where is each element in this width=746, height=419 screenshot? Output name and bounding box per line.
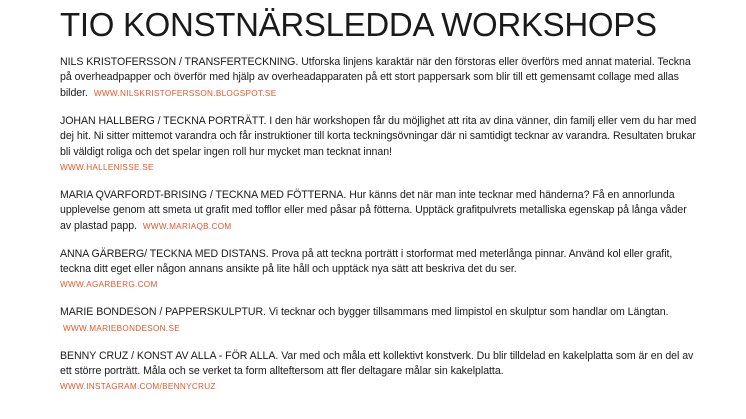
workshop-description: Prova på att teckna porträtt i storformat med meterlånga pinnar. Använd kol eller grafit, teckna ditt eget eller någon annans ansikte på lite håll och upptäck nya sätt att beskriva det du ser.: [60, 247, 673, 275]
workshop-entry: [60, 114, 700, 176]
workshop-heading: BENNY CRUZ / KONST AV ALLA - FÖR ALLA.: [60, 349, 279, 362]
workshop-heading: ANNA GÄRBERG/ TECKNA MED DISTANS.: [60, 247, 269, 260]
workshop-entry: [60, 188, 700, 234]
workshop-heading: NILS KRISTOFERSSON / TRANSFERTECKNING.: [60, 56, 299, 68]
workshop-entry: [60, 247, 700, 293]
page-title: TIO KONSTNÄRSLEDDA WORKSHOPS: [60, 6, 657, 43]
workshop-entry: [60, 55, 700, 101]
workshop-list: [60, 55, 700, 407]
workshop-entry: [60, 349, 700, 395]
workshop-description: Var med och måla ett kollektivt konstverk. Du blir tilldelad en kakelplatta som är en del av ett större porträtt. Måla och se verket ta form allteftersom att fler deltagare målar sin kakelplatta.: [60, 349, 694, 377]
workshop-description: I den här workshopen får du möjlighet att rita av dina vänner, din familj eller vem du har med dej hit. Ni sitter mittemot varandra och får instruktioner till korta teckningsövningar där ni samtidigt tecknar av varandra. Resultaten brukar bli väldigt roliga och det spelar ingen roll hur mycket man tecknat innan!: [60, 114, 697, 158]
workshop-link[interactable]: WWW.AGARBERG.COM: [60, 280, 158, 290]
workshop-description: Utforska linjens karaktär när den förstoras eller överförs med annat material. Teckna på overheadpapper och överför med hjälp av overheadapparaten på ett stort pappersark som blir till ett gemensamt collage med allas bilder.: [60, 56, 691, 99]
workshop-link[interactable]: WWW.MARIEBONDESON.SE: [63, 323, 180, 333]
workshop-description: Hur känns det när man inte tecknar med händerna? Få en annorlunda upplevelse genom att smeta ut grafit med tofflor eller med påsar på fötterna. Upptäck grafitpulvrets metalliska egenskap på långa våder av plastad papp.: [60, 188, 687, 232]
workshop-link[interactable]: WWW.INSTAGRAM.COM/BENNYCRUZ: [60, 382, 216, 392]
workshop-entry: [60, 305, 700, 336]
workshop-description: Vi tecknar och bygger tillsammans med limpistol en skulptur som handlar om Längtan.: [268, 306, 669, 319]
workshop-link[interactable]: WWW.NILSKRISTOFERSSON.BLOGSPOT.SE: [93, 88, 277, 98]
workshop-link[interactable]: WWW.MARIAQB.COM: [142, 221, 232, 231]
workshop-heading: JOHAN HALLBERG / TECKNA PORTRÄTT.: [60, 114, 267, 127]
workshop-link[interactable]: WWW.HALLENISSE.SE: [60, 162, 154, 172]
workshop-heading: MARIA QVARFORDT-BRISING / TECKNA MED FÖTTERNA.: [60, 188, 347, 201]
workshop-heading: MARIE BONDESON / PAPPERSKULPTUR.: [60, 306, 267, 319]
